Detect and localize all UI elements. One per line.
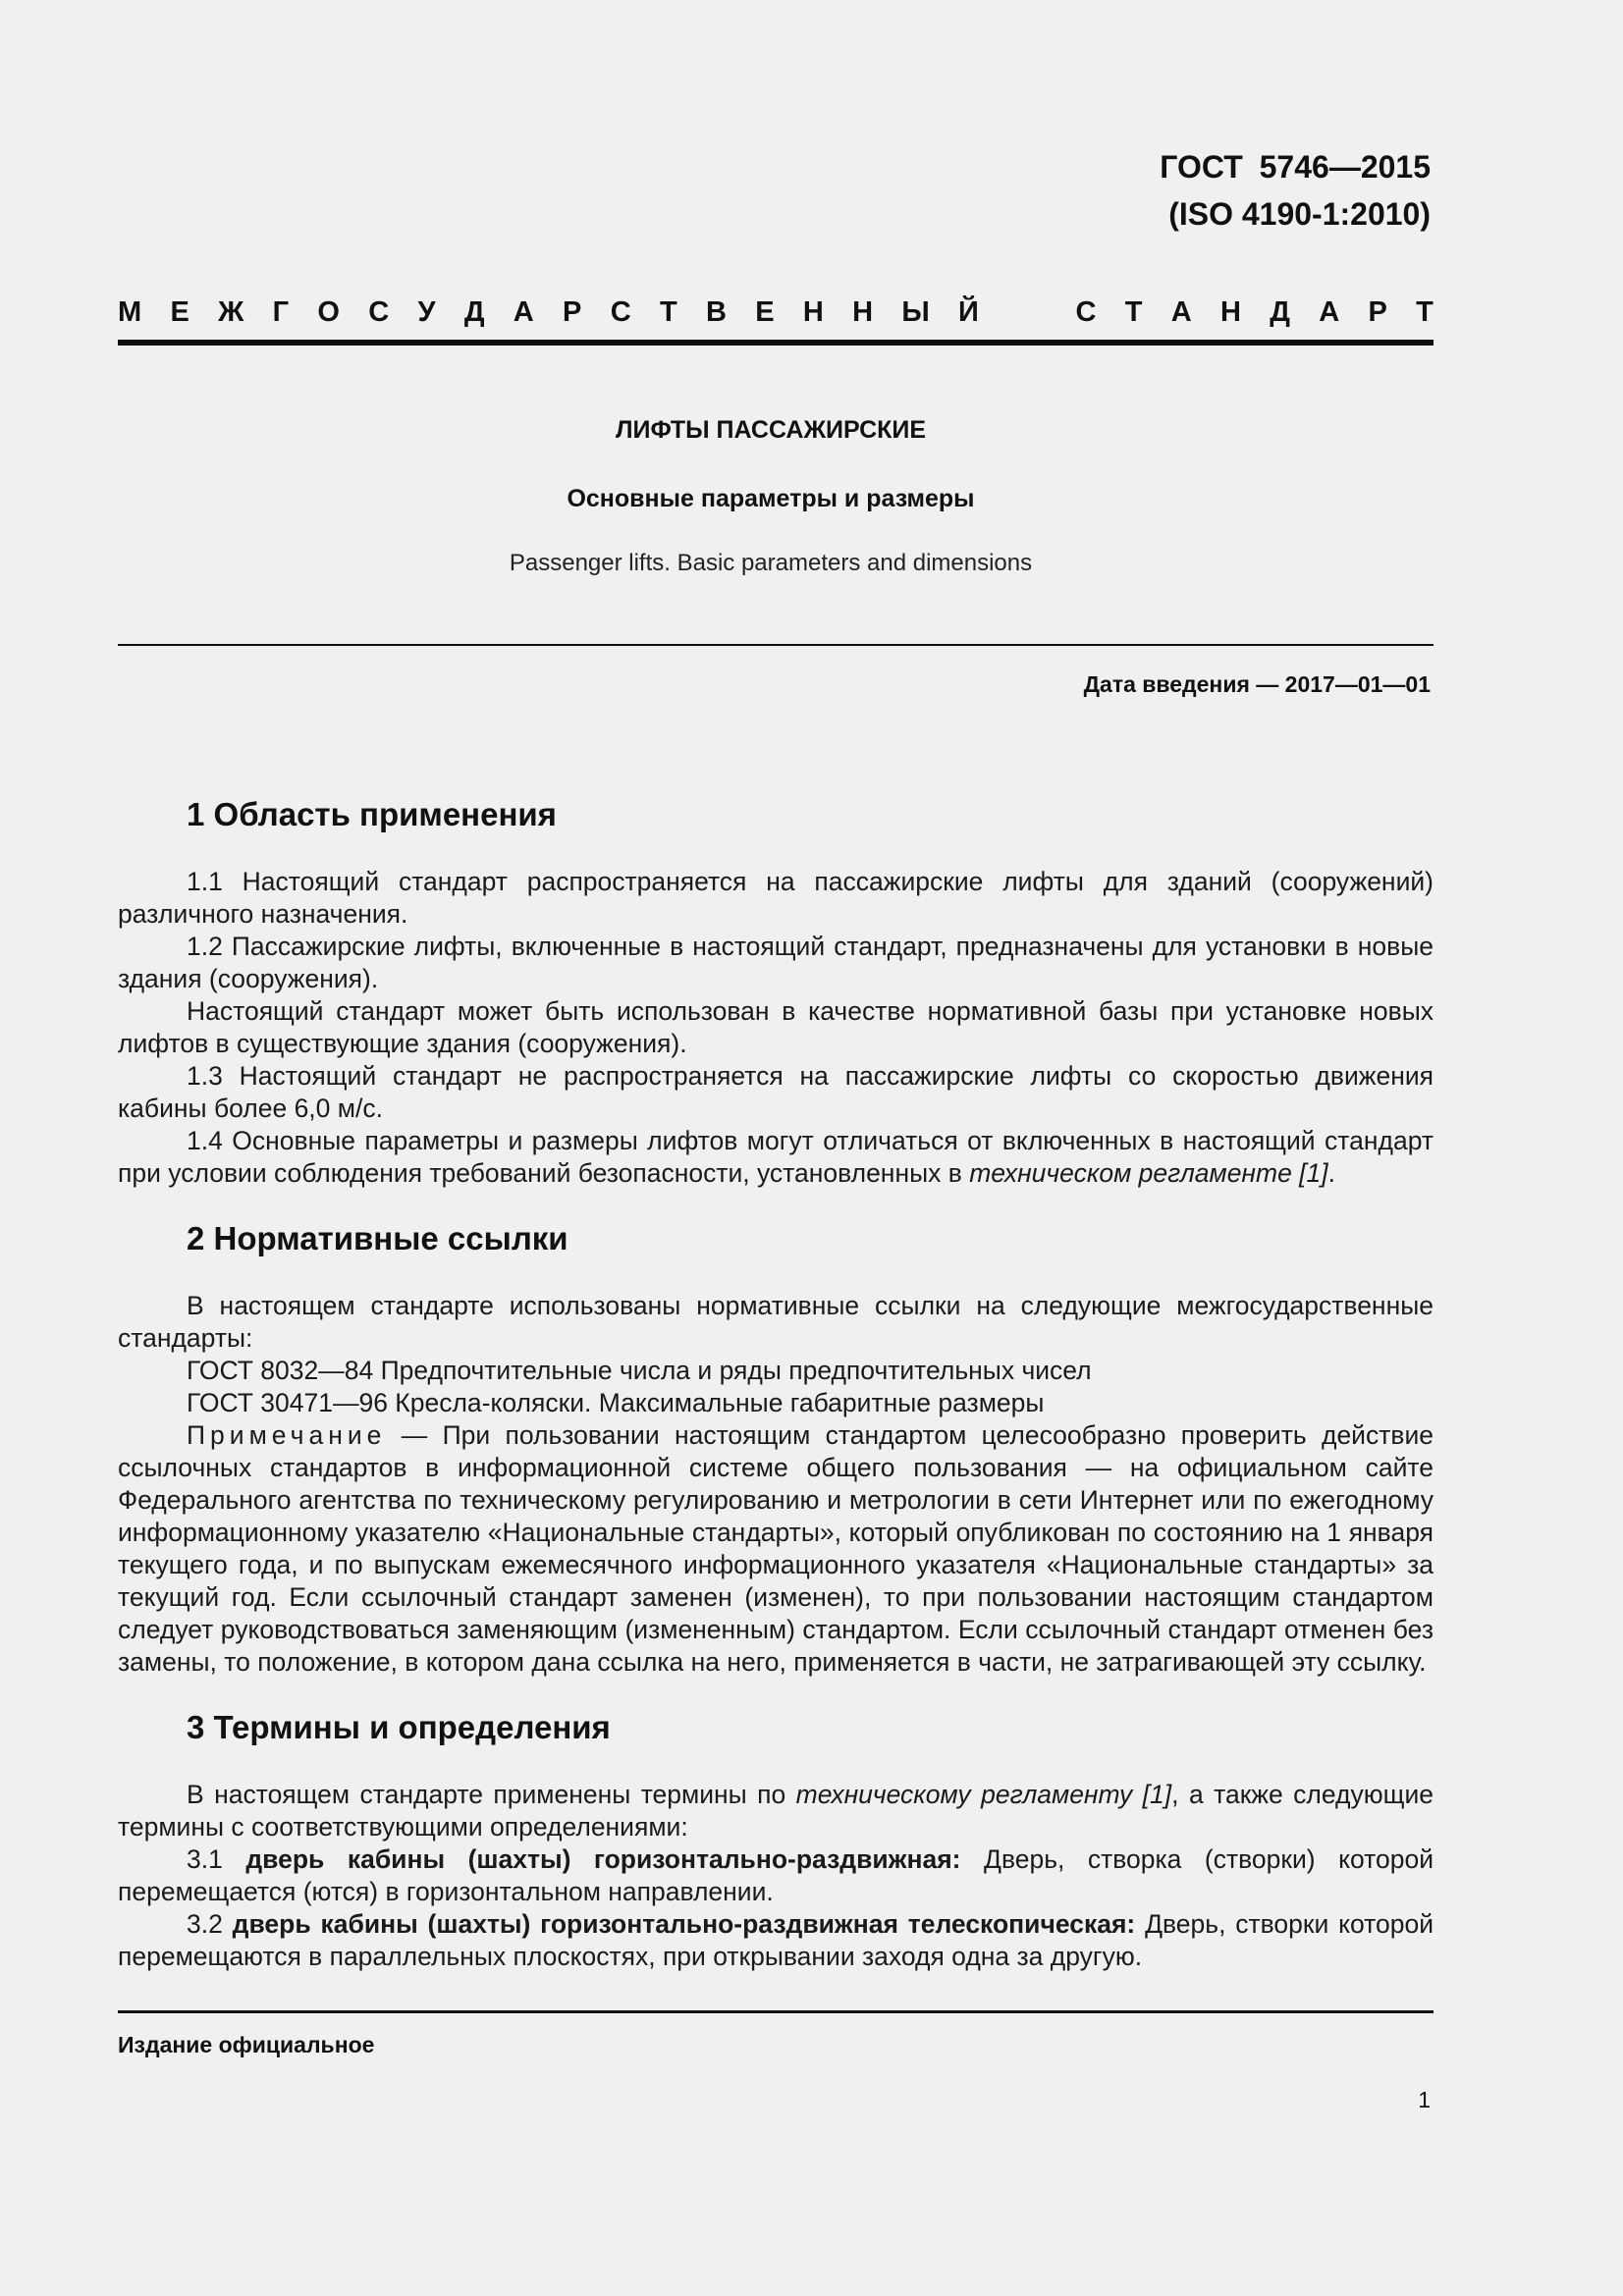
banner-letter: Н (852, 295, 874, 328)
designation-number: ГОСТ 5746—2015 (1160, 149, 1431, 185)
banner-letter: А (513, 295, 534, 328)
paragraph: 1.2 Пассажирские лифты, включенные в настоящий стандарт, предназначены для установки в новые здания (сооружения). (118, 932, 1434, 993)
section-heading: 2 Нормативные ссылки (187, 1220, 568, 1256)
banner-letter: С (368, 295, 390, 328)
paragraph: Настоящий стандарт может быть использован в качестве нормативной базы при установке новых лифтов в существующие здания (сооружения). (118, 996, 1434, 1058)
definition: Дверь, створки которой перемещаются в параллельных плоскостях, при открывании заходя одна за другую. (118, 1909, 1434, 1971)
banner-letter: Н (1220, 295, 1241, 328)
banner-letter: Р (563, 295, 582, 328)
paragraph: В настоящем стандарте использованы нормативные ссылки на следующие межгосударственные стандарты: (118, 1291, 1434, 1353)
page-number: 1 (1418, 2087, 1431, 2112)
footer-rule (118, 2010, 1434, 2013)
banner-letter: Т (659, 295, 677, 328)
regulation-reference: техническому регламенту [1] (795, 1780, 1172, 1809)
designation-iso: (ISO 4190-1:2010) (1168, 196, 1431, 232)
definition: Дверь, створка (створки) которой перемещается (ются) в горизонтальном направлении. (118, 1844, 1434, 1906)
term-number: 3.1 (187, 1844, 246, 1874)
banner-letter: Н (802, 295, 824, 328)
banner-letter: Т (1124, 295, 1143, 328)
header-rule (118, 340, 1434, 346)
banner-letter: Д (1270, 295, 1290, 328)
banner-letter: Г (272, 295, 290, 328)
term-definition (118, 1908, 1434, 1973)
paragraph (118, 1125, 1434, 1190)
document-body (118, 785, 1434, 1973)
section-heading: 3 Термины и определения (187, 1709, 611, 1745)
banner-letter: Р (1368, 295, 1387, 328)
banner-letter: С (610, 295, 631, 328)
paragraph-text: В настоящем стандарте применены термины по (187, 1780, 796, 1809)
paragraph: 1.3 Настоящий стандарт не распространяется на пассажирские лифты со скоростью движения кабины более 6,0 м/с. (118, 1061, 1434, 1123)
paragraph-text: , а также следующие термины с соответствующими определениями: (118, 1780, 1434, 1842)
banner-letter: Т (1416, 295, 1434, 328)
interstate-standard-banner (118, 291, 1434, 334)
section-heading: 1 Область применения (187, 796, 557, 832)
paragraph-text: . (1327, 1158, 1336, 1188)
paragraph (118, 1779, 1434, 1843)
normative-reference: ГОСТ 30471—96 Кресла-коляски. Максимальные габаритные размеры (187, 1388, 1045, 1417)
document-subtitle: Основные параметры и размеры (567, 485, 975, 512)
title-rule (118, 644, 1434, 646)
note-text: — При пользовании настоящим стандартом целесообразно проверить действие ссылочных стандартов в информационной системе общего пользования — на официальном сайте Федерального агентства по техническому регулированию и метрологии в сети Интернет или по ежегодному информационному указателю «Национальные стандарты», который опубликован по состоянию на 1 января текущего года, и по выпускам ежемесячного информационного указателя «Национальные стандарты» за текущий год. Если ссылочный стандарт заменен (изменен), то при пользовании настоящим стандартом следует руководствоваться заменяющим (измененным) стандартом. Если ссылочный стандарт отменен без замены, то положение, в котором дана ссылка на него, применяется в части, не затрагивающей эту ссылку. (118, 1420, 1434, 1677)
paragraph-text: 1.4 Основные параметры и размеры лифтов могут отличаться от включенных в настоящий стандарт при условии соблюдения требований безопасности, установленных в (118, 1126, 1434, 1188)
term: дверь кабины (шахты) горизонтально-раздвижная телескопическая: (232, 1909, 1136, 1939)
banner-letter: Е (170, 295, 189, 328)
banner-letter: О (317, 295, 340, 328)
note (118, 1419, 1434, 1679)
banner-letter: У (417, 295, 436, 328)
normative-reference: ГОСТ 8032—84 Предпочтительные числа и ряды предпочтительных чисел (187, 1356, 1092, 1385)
banner-letter: А (1319, 295, 1340, 328)
banner-letter: Е (755, 295, 775, 328)
banner-letter: Й (958, 295, 979, 328)
document-title-english: Passenger lifts. Basic parameters and dimensions (509, 550, 1033, 576)
term-definition (118, 1843, 1434, 1908)
banner-letter: А (1170, 295, 1192, 328)
banner-letter: Ж (218, 295, 244, 328)
banner-letter: М (118, 295, 142, 328)
banner-letter: С (1075, 295, 1097, 328)
document-title: ЛИФТЫ ПАССАЖИРСКИЕ (615, 416, 927, 444)
paragraph: 1.1 Настоящий стандарт распространяется на пассажирские лифты для зданий (сооружений) различного назначения. (118, 867, 1434, 929)
banner-letter: Д (463, 295, 485, 328)
term: дверь кабины (шахты) горизонтально-раздвижная: (245, 1844, 961, 1874)
introduction-date: Дата введения — 2017—01—01 (1083, 671, 1431, 697)
term-number: 3.2 (187, 1909, 233, 1939)
standard-designation (1160, 143, 1431, 238)
note-label: Примечание (187, 1420, 387, 1450)
banner-letter: Ы (901, 295, 930, 328)
official-edition-label: Издание официальное (118, 2032, 375, 2057)
regulation-reference: техническом регламенте [1] (969, 1158, 1328, 1188)
banner-letter: В (705, 295, 727, 328)
